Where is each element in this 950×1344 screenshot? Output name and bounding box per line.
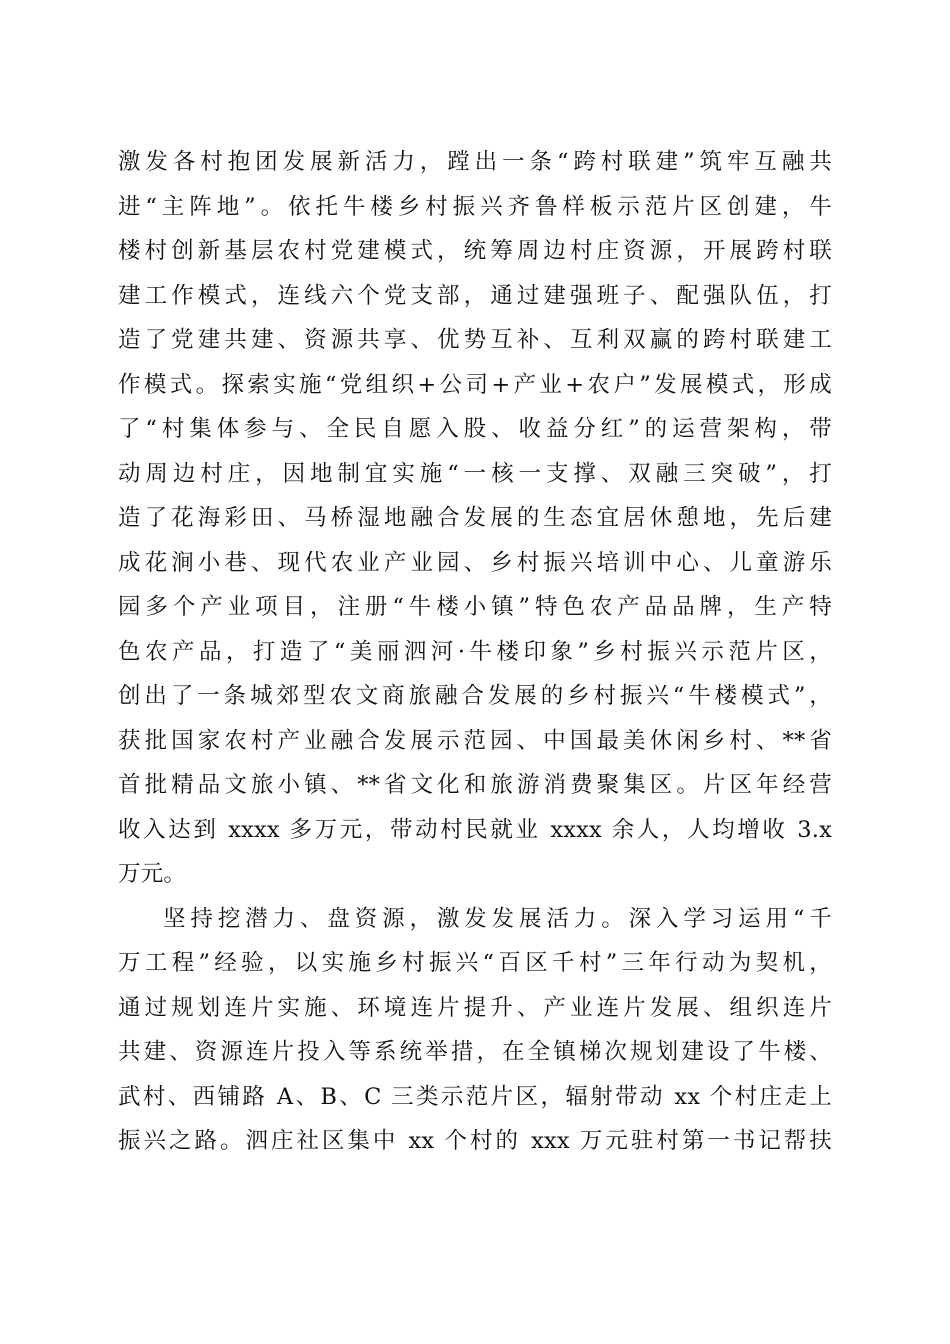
paragraph-line: 成花涧小巷、现代农业产业园、乡村振兴培训中心、儿童游乐 [118, 549, 832, 576]
paragraph-line: 通过规划连片实施、环境连片提升、产业连片发展、组织连片 [118, 994, 832, 1021]
paragraph-line: 造了党建共建、资源共享、优势互补、互利双赢的跨村联建工 [118, 327, 832, 353]
paragraph-line: 武村、西铺路 A、B、C 三类示范片区，辐射带动 xx 个村庄走上 [118, 1083, 832, 1110]
paragraph-line: 收入达到 xxxx 多万元，带动村民就业 xxxx 余人，人均增收 3.x [118, 816, 832, 843]
paragraph-line: 万工程”经验，以实施乡村振兴“百区千村”三年行动为契机， [118, 950, 832, 976]
paragraph-line: 首批精品文旅小镇、**省文化和旅游消费聚集区。片区年经营 [118, 772, 832, 798]
paragraph-line: 激发各村抱团发展新活力，蹚出一条“跨村联建”筑牢互融共 [118, 149, 832, 175]
paragraph-line: 创出了一条城郊型农文商旅融合发展的乡村振兴“牛楼模式”， [118, 683, 832, 709]
paragraph-2 [118, 897, 832, 1164]
paragraph-line: 园多个产业项目，注册“牛楼小镇”特色农产品品牌，生产特 [118, 594, 832, 620]
paragraph-line: 造了花海彩田、马桥湿地融合发展的生态宜居休憩地，先后建 [118, 505, 832, 531]
paragraph-line: 动周边村庄，因地制宜实施“一核一支撑、双融三突破”，打 [118, 460, 832, 487]
paragraph-line: 楼村创新基层农村党建模式，统筹周边村庄资源，开展跨村联 [118, 238, 832, 264]
paragraph-line: 振兴之路。泗庄社区集中 xx 个村的 xxx 万元驻村第一书记帮扶 [118, 1128, 832, 1154]
paragraph-line: 获批国家农村产业融合发展示范园、中国最美休闲乡村、**省 [118, 727, 832, 754]
paragraph-line: 作模式。探索实施“党组织+公司+产业+农户”发展模式，形成 [118, 371, 832, 398]
body-text [118, 140, 832, 1164]
paragraph-line: 万元。 [118, 861, 187, 887]
paragraph-line: 建工作模式，连线六个党支部，通过建强班子、配强队伍，打 [118, 282, 832, 309]
paragraph-1 [118, 140, 832, 897]
paragraph-line: 共建、资源连片投入等系统举措，在全镇梯次规划建设了牛楼、 [118, 1039, 832, 1065]
paragraph-line: 色农产品，打造了“美丽泗河·牛楼印象”乡村振兴示范片区， [118, 638, 832, 665]
paragraph-line: 坚持挖潜力、盘资源，激发发展活力。深入学习运用“千 [163, 905, 832, 932]
paragraph-line: 了“村集体参与、全民自愿入股、收益分红”的运营架构，带 [118, 416, 832, 442]
paragraph-line: 进“主阵地”。依托牛楼乡村振兴齐鲁样板示范片区创建，牛 [118, 193, 832, 220]
